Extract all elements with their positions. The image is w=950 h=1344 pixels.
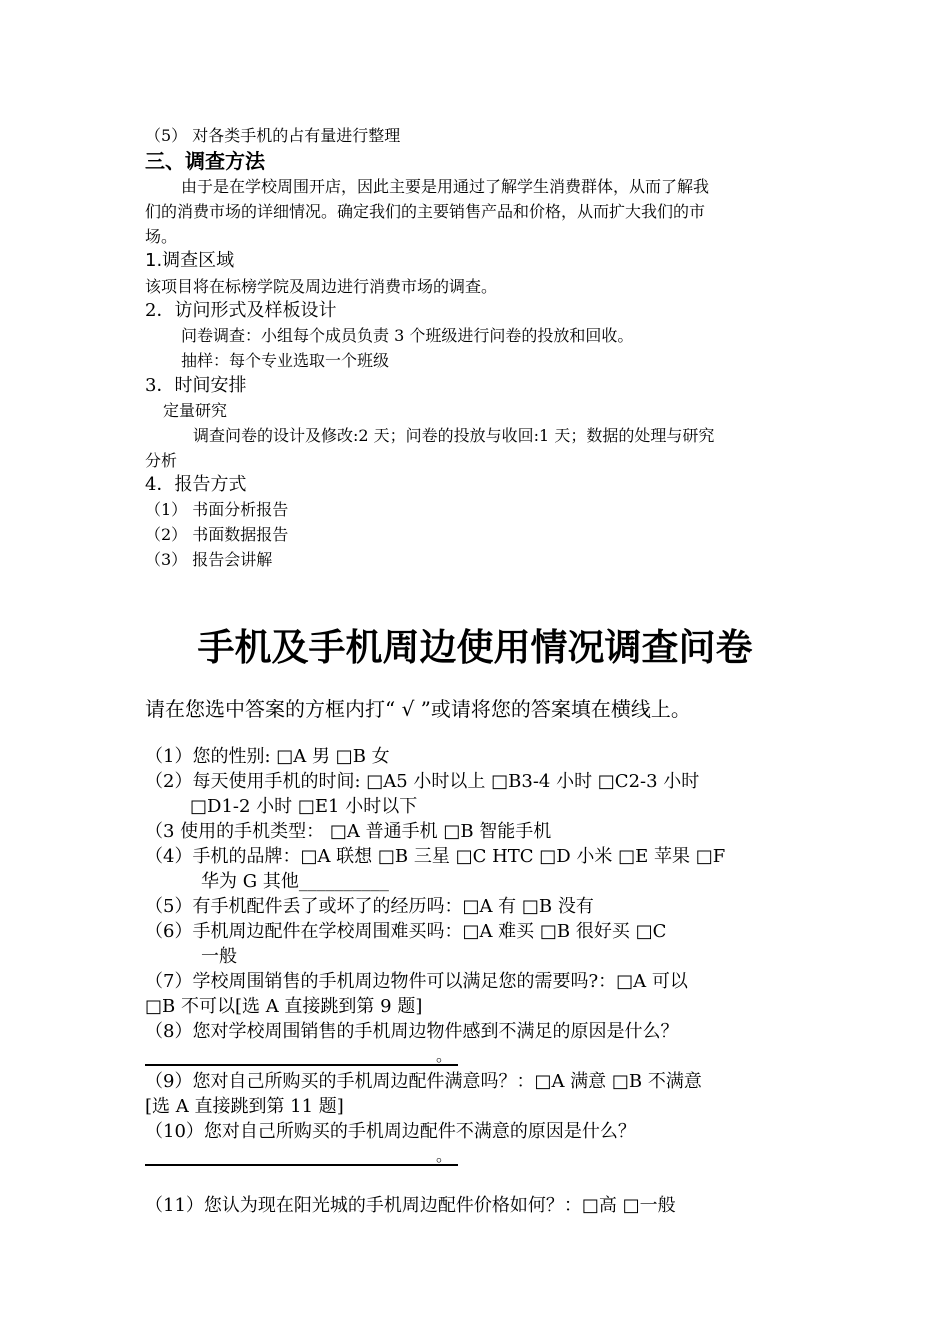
question-8-end-mark: 。 [436, 1046, 453, 1065]
question-8: （8）您对学校周围销售的手机周边物件感到不满足的原因是什么？ [145, 1021, 679, 1042]
sub-3-heading: 3．时间安排 [145, 375, 247, 396]
report-item-1: （1） 书面分析报告 [145, 500, 289, 519]
plan-item-5: （5） 对各类手机的占有量进行整理 [145, 126, 401, 145]
question-11: （11）您认为现在阳光城的手机周边配件价格如何？：□高 □一般 [145, 1195, 676, 1216]
question-1: （1）您的性别: □A 男 □B 女 [145, 746, 390, 767]
question-8-answer-line[interactable] [145, 1064, 458, 1066]
intro-line-2: 们的消费市场的详细情况。确定我们的主要销售产品和价格，从而扩大我们的市 [145, 202, 706, 221]
question-7-line-2: □B 不可以[选 A 直接跳到第 9 题] [145, 996, 423, 1017]
sub-1-heading: 1.调查区域 [145, 250, 235, 271]
question-10: （10）您对自己所购买的手机周边配件不满意的原因是什么？ [145, 1121, 636, 1142]
question-6-line-2: 一般 [201, 946, 237, 967]
section-3-heading: 三、调查方法 [145, 149, 265, 173]
question-10-answer-line[interactable] [145, 1164, 458, 1166]
question-3: （3 使用的手机类型： □A 普通手机 □B 智能手机 [145, 821, 552, 842]
intro-line-1: 由于是在学校周围开店，因此主要是用通过了解学生消费群体，从而了解我 [181, 177, 710, 196]
sub-4-heading: 4．报告方式 [145, 474, 247, 495]
question-4-line-1: （4）手机的品牌：□A 联想 □B 三星 □C HTC □D 小米 □E 苹果 □F [145, 846, 726, 867]
question-7-line-1: （7）学校周围销售的手机周边物件可以满足您的需要吗?：□A 可以 [145, 971, 688, 992]
report-item-2: （2） 书面数据报告 [145, 525, 289, 544]
sub-2-heading: 2．访问形式及样板设计 [145, 300, 337, 321]
sub-2-text-1: 问卷调查：小组每个成员负责 3 个班级进行问卷的投放和回收。 [181, 326, 634, 345]
question-2-line-2: □D1-2 小时 □E1 小时以下 [190, 796, 418, 817]
sub-1-text: 该项目将在标榜学院及周边进行消费市场的调查。 [145, 277, 498, 296]
question-6-line-1: （6）手机周边配件在学校周围难买吗：□A 难买 □B 很好买 □C [145, 921, 667, 942]
question-9-line-2: [选 A 直接跳到第 11 题] [145, 1096, 344, 1117]
questionnaire-instruction: 请在您选中答案的方框内打“ √ ”或请将您的答案填在横线上。 [145, 697, 691, 721]
question-9-line-1: （9）您对自己所购买的手机周边配件满意吗？：□A 满意 □B 不满意 [145, 1071, 702, 1092]
sub-3-text-2: 调查问卷的设计及修改:2 天；问卷的投放与收回:1 天；数据的处理与研究 [193, 426, 715, 445]
sub-2-text-2: 抽样：每个专业选取一个班级 [181, 351, 390, 370]
sub-3-text-1: 定量研究 [163, 401, 228, 420]
intro-line-3: 场。 [145, 227, 178, 246]
question-2-line-1: （2）每天使用手机的时间: □A5 小时以上 □B3-4 小时 □C2-3 小时 [145, 771, 700, 792]
sub-3-text-3: 分析 [145, 451, 178, 470]
report-item-3: （3） 报告会讲解 [145, 550, 273, 569]
question-5: （5）有手机配件丢了或坏了的经历吗：□A 有 □B 没有 [145, 896, 594, 917]
question-10-end-mark: 。 [436, 1146, 453, 1165]
question-4-line-2: 华为 G 其他__________ [201, 871, 389, 892]
questionnaire-title: 手机及手机周边使用情况调查问卷 [197, 626, 753, 669]
